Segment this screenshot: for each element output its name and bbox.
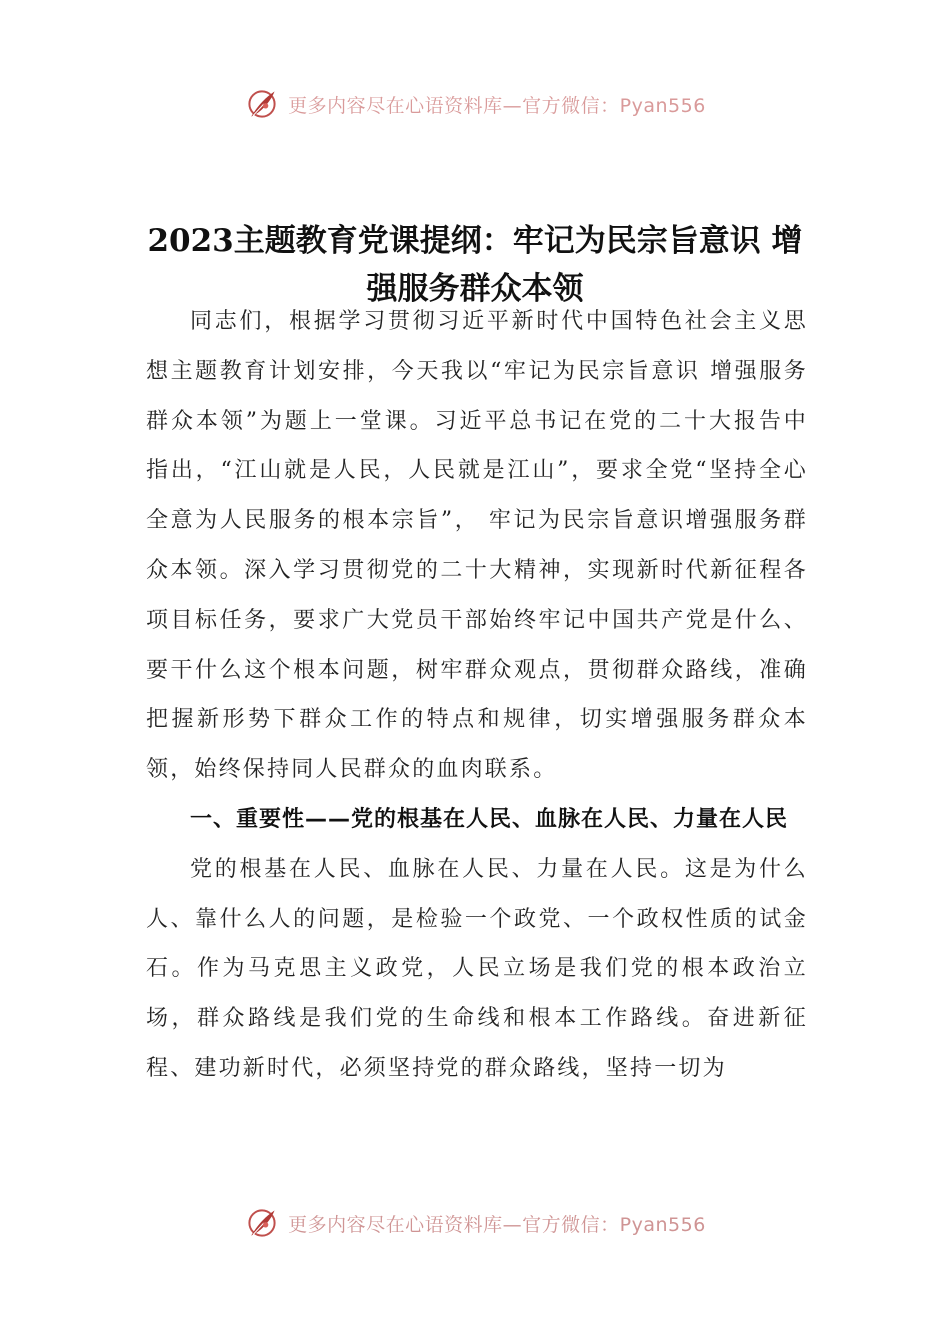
- quill-pen-logo-icon: [244, 1205, 280, 1241]
- watermark-text: 更多内容尽在心语资料库—官方微信：Pyan556: [288, 94, 706, 117]
- section-heading-1: 一、重要性——党的根基在人民、血脉在人民、力量在人民: [190, 806, 789, 832]
- header-watermark: [0, 84, 950, 124]
- section-1-paragraph: 党的根基在人民、血脉在人民、力量在人民。这是为什么人、靠什么人的问题，是检验一个政党、一个政权性质的试金石。作为马克思主义政党，人民立场是我们党的根本政治立场，群众路线是我们党的生命线和根本工作路线。奋进新征程、建功新时代，必须坚持党的群众路线，坚持一切为: [146, 856, 808, 1081]
- intro-paragraph: 同志们，根据学习贯彻习近平新时代中国特色社会主义思想主题教育计划安排，今天我以“牢记为民宗旨意识 增强服务群众本领”为题上一堂课。习近平总书记在党的二十大报告中指出，“江山就是人民，人民就是江山”，要求全党“坚持全心全意为人民服务的根本宗旨”， 牢记为民宗旨意识增强服务群众本领。深入学习贯彻党的二十大精神，实现新时代新征程各项目标任务，要求广大党员干部始终牢记中国共产党是什么、要干什么这个根本问题，树牢群众观点，贯彻群众路线，准确把握新形势下群众工作的特点和规律，切实增强服务群众本领，始终保持同人民群众的血肉联系。: [146, 309, 808, 783]
- document-body: [146, 297, 808, 1094]
- footer-watermark: [0, 1203, 950, 1243]
- document-title: 2023主题教育党课提纲：牢记为民宗旨意识 增强服务群众本领: [147, 222, 803, 307]
- watermark-text: 更多内容尽在心语资料库—官方微信：Pyan556: [288, 1213, 706, 1236]
- quill-pen-logo-icon: [244, 86, 280, 122]
